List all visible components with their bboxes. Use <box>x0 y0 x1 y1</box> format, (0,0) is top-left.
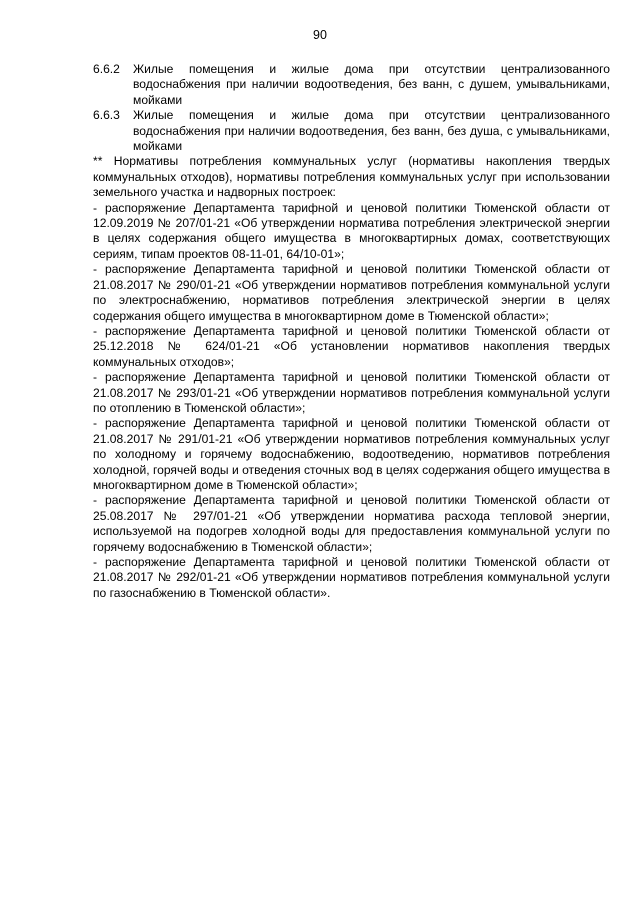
page-number: 90 <box>313 28 327 42</box>
list-item-6-6-2 <box>93 62 610 108</box>
regulation-item: - распоряжение Департамента тарифной и ценовой политики Тюменской области от 25.08.2017 № 297/01-21 «Об утверждении норматива расхода тепловой энергии, используемой на подогрев холодной воды для предоставления коммунальной услуги по горячему водоснабжению в Тюменской области»; <box>93 493 610 554</box>
document-body <box>93 62 610 601</box>
regulation-item: - распоряжение Департамента тарифной и ценовой политики Тюменской области от 12.09.2019 № 207/01-21 «Об утверждении норматива потребления электрической энергии в целях содержания общего имущества в многоквартирных домах, соответствующих сериям, типам проектов 08-11-01, 64/10-01»; <box>93 200 610 261</box>
item-text: Жилые помещения и жилые дома при отсутствии централизованного водоснабжения при наличии водоотведения, без ванн, с душем, умывальниками, мойками <box>133 62 610 107</box>
regulation-item: - распоряжение Департамента тарифной и ценовой политики Тюменской области от 21.08.2017 № 291/01-21 «Об утверждении нормативов потребления коммунальных услуг по холодному и горячему водоснабжению, водоотведению, нормативов потребления холодной, горячей воды и отведения сточных вод в целях содержания общего имущества в многоквартирном доме в Тюменской области»; <box>93 416 610 492</box>
item-number: 6.6.2 <box>93 62 120 76</box>
item-number: 6.6.3 <box>93 108 120 123</box>
item-text: Жилые помещения и жилые дома при отсутствии централизованного водоснабжения при наличии водоотведения, без ванн, без душа, с умывальниками, мойками <box>133 108 610 154</box>
list-item-6-6-3 <box>93 108 610 154</box>
regulation-item: - распоряжение Департамента тарифной и ценовой политики Тюменской области от 25.12.2018 № 624/01-21 «Об установлении нормативов накопления твердых коммунальных отходов»; <box>93 323 610 369</box>
regulation-item: - распоряжение Департамента тарифной и ценовой политики Тюменской области от 21.08.2017 № 292/01-21 «Об утверждении нормативов потребления коммунальной услуги по газоснабжению в Тюменской области». <box>93 555 610 600</box>
footnote-intro: ** Нормативы потребления коммунальных услуг (нормативы накопления твердых коммунальных отходов), нормативы потребления коммунальных услуг при использовании земельного участка и надворных построек: <box>93 154 610 200</box>
regulation-item: - распоряжение Департамента тарифной и ценовой политики Тюменской области от 21.08.2017 № 293/01-21 «Об утверждении нормативов потребления коммунальной услуги по отоплению в Тюменской области»; <box>93 370 610 415</box>
regulation-item: - распоряжение Департамента тарифной и ценовой политики Тюменской области от 21.08.2017 № 290/01-21 «Об утверждении нормативов потребления коммунальной услуги по электроснабжению, нормативов потребления электрической энергии в целях содержания общего имущества в многоквартирном доме в Тюменской области»; <box>93 262 610 323</box>
